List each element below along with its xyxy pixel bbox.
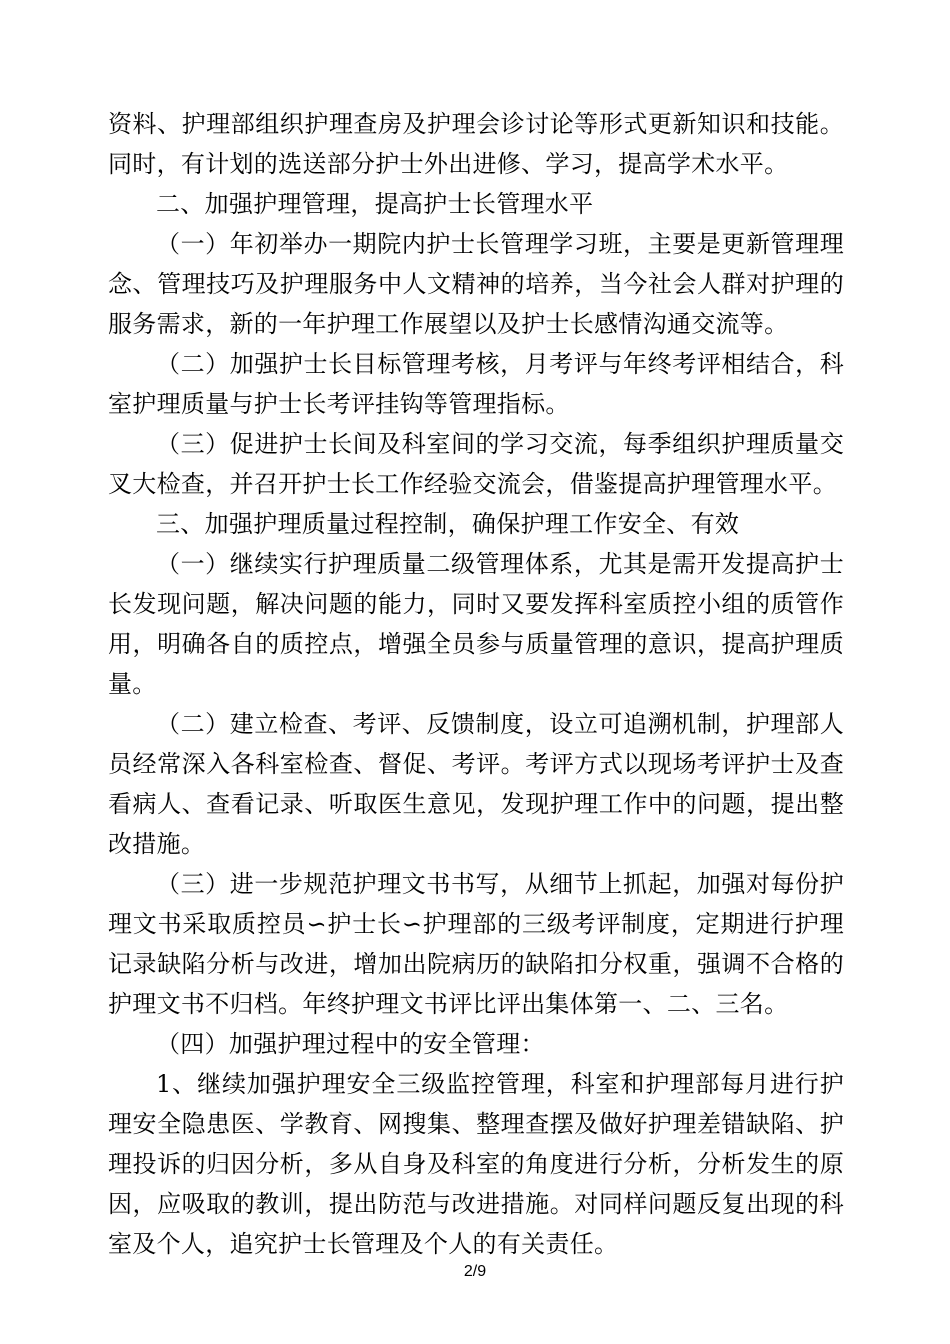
- section-heading-3: 三、加强护理质量过程控制，确保护理工作安全、有效: [156, 510, 740, 538]
- paragraph-6: （一）继续实行护理质量二级管理体系，尤其是需开发提高护士长发现问题，解决问题的能力，同时又要发挥科室质控小组的质管作用，明确各自的质控点，增强全员参与质量管理的意识，提高护理质量。: [108, 550, 844, 698]
- paragraph-7: （二）建立检查、考评、反馈制度，设立可追溯机制，护理部人员经常深入各科室检查、督促、考评。考评方式以现场考评护士及查看病人、查看记录、听取医生意见，发现护理工作中的问题，提出整改措施。: [108, 710, 844, 858]
- paragraph-10: 1、继续加强护理安全三级监控管理，科室和护理部每月进行护理安全隐患医、学教育、网搜集、整理查摆及做好护理差错缺陷、护理投诉的归因分析，多从自身及科室的角度进行分析，分析发生的原因，应吸取的教训，提出防范与改进措施。对同样问题反复出现的科室及个人，追究护士长管理及个人的有关责任。: [108, 1070, 844, 1258]
- section-heading-2: 二、加强护理管理，提高护士长管理水平: [156, 190, 594, 218]
- paragraph-2: （一）年初举办一期院内护士长管理学习班，主要是更新管理理念、管理技巧及护理服务中人文精神的培养，当今社会人群对护理的服务需求，新的一年护理工作展望以及护士长感情沟通交流等。: [108, 230, 844, 338]
- paragraph-3: （二）加强护士长目标管理考核，月考评与年终考评相结合，科室护理质量与护士长考评挂钩等管理指标。: [108, 350, 844, 418]
- paragraph-4: （三）促进护士长间及科室间的学习交流，每季组织护理质量交叉大检查，并召开护士长工作经验交流会，借鉴提高护理管理水平。: [108, 430, 844, 498]
- document-body: [108, 104, 844, 1264]
- subsection-heading-4: （四）加强护理过程中的安全管理：: [156, 1030, 545, 1058]
- page-number: 2/9: [463, 1263, 487, 1280]
- paragraph-0: 资料、护理部组织护理查房及护理会诊讨论等形式更新知识和技能。同时，有计划的选送部分护士外出进修、学习，提高学术水平。: [108, 110, 844, 178]
- paragraph-8: （三）进一步规范护理文书书写，从细节上抓起，加强对每份护理文书采取质控员∽护士长∽护理部的三级考评制度，定期进行护理记录缺陷分析与改进，增加出院病历的缺陷扣分权重，强调不合格的护理文书不归档。年终护理文书评比评出集体第一、二、三名。: [108, 870, 844, 1018]
